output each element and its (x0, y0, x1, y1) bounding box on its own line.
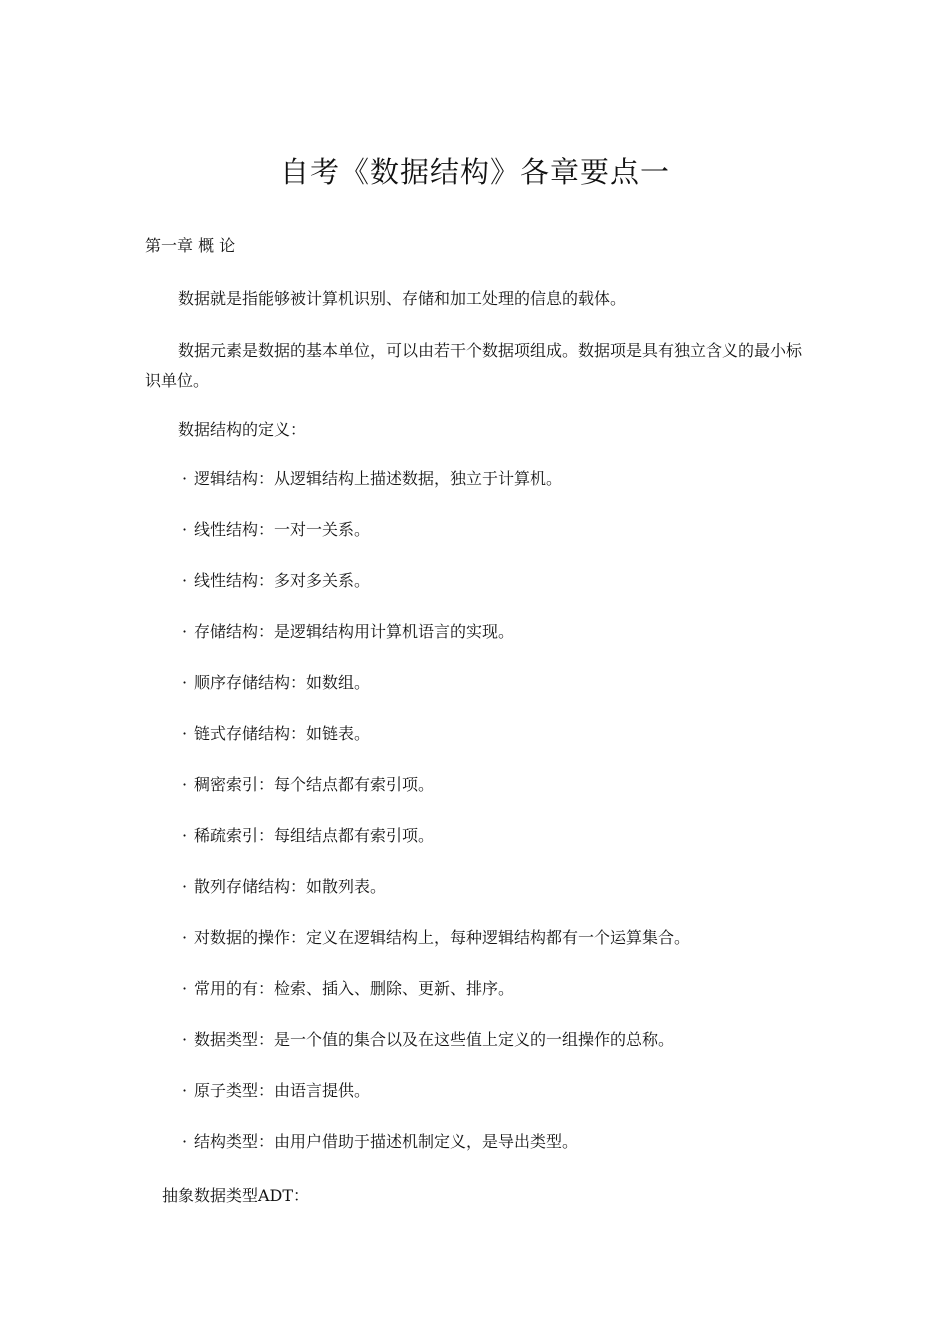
bullet-icon: · (182, 1030, 188, 1049)
bullet-icon: · (182, 724, 188, 743)
chapter-heading: 第一章 概 论 (145, 236, 236, 255)
bullet-icon: · (182, 979, 188, 998)
bullet-icon: · (182, 826, 188, 845)
list-item-text: 存储结构：是逻辑结构用计算机语言的实现。 (194, 622, 515, 641)
list-item (182, 618, 690, 669)
list-item (182, 1026, 690, 1077)
list-item-text: 原子类型：由语言提供。 (194, 1081, 371, 1100)
bullet-icon: · (182, 775, 188, 794)
adt-heading: 抽象数据类型ADT： (162, 1186, 310, 1205)
list-item (182, 516, 690, 567)
list-item (182, 771, 690, 822)
bullet-icon: · (182, 571, 188, 590)
list-item-text: 链式存储结构：如链表。 (194, 724, 371, 743)
paragraph-structure-definition: 数据结构的定义： (178, 420, 307, 439)
list-item-text: 线性结构：多对多关系。 (194, 571, 371, 590)
list-item-text: 顺序存储结构：如数组。 (194, 673, 371, 692)
list-item (182, 720, 690, 771)
list-item-text: 数据类型：是一个值的集合以及在这些值上定义的一组操作的总称。 (194, 1030, 675, 1049)
bullet-icon: · (182, 673, 188, 692)
bullet-icon: · (182, 622, 188, 641)
bullet-icon: · (182, 1132, 188, 1151)
bullet-icon: · (182, 520, 188, 539)
list-item-text: 对数据的操作：定义在逻辑结构上，每种逻辑结构都有一个运算集合。 (194, 928, 691, 947)
list-item-text: 散列存储结构：如散列表。 (194, 877, 387, 896)
bullet-icon: · (182, 928, 188, 947)
list-item (182, 924, 690, 975)
definition-bullet-list (182, 465, 690, 1179)
paragraph-data-element: 数据元素是数据的基本单位，可以由若干个数据项组成。数据项是具有独立含义的最小标识单位。 (145, 341, 803, 390)
list-item (182, 1077, 690, 1128)
list-item (182, 567, 690, 618)
list-item-text: 线性结构：一对一关系。 (194, 520, 371, 539)
list-item (182, 1128, 690, 1179)
list-item (182, 822, 690, 873)
paragraph-data-definition: 数据就是指能够被计算机识别、存储和加工处理的信息的载体。 (178, 289, 627, 308)
bullet-icon: · (182, 877, 188, 896)
list-item-text: 常用的有：检索、插入、删除、更新、排序。 (194, 979, 515, 998)
list-item (182, 873, 690, 924)
list-item-text: 稠密索引：每个结点都有索引项。 (194, 775, 435, 794)
list-item-text: 稀疏索引：每组结点都有索引项。 (194, 826, 435, 845)
bullet-icon: · (182, 469, 188, 488)
list-item (182, 465, 690, 516)
list-item-text: 结构类型：由用户借助于描述机制定义，是导出类型。 (194, 1132, 579, 1151)
document-title: 自考《数据结构》各章要点一 (279, 155, 670, 189)
bullet-icon: · (182, 1081, 188, 1100)
list-item (182, 669, 690, 720)
list-item (182, 975, 690, 1026)
list-item-text: 逻辑结构：从逻辑结构上描述数据，独立于计算机。 (194, 469, 563, 488)
